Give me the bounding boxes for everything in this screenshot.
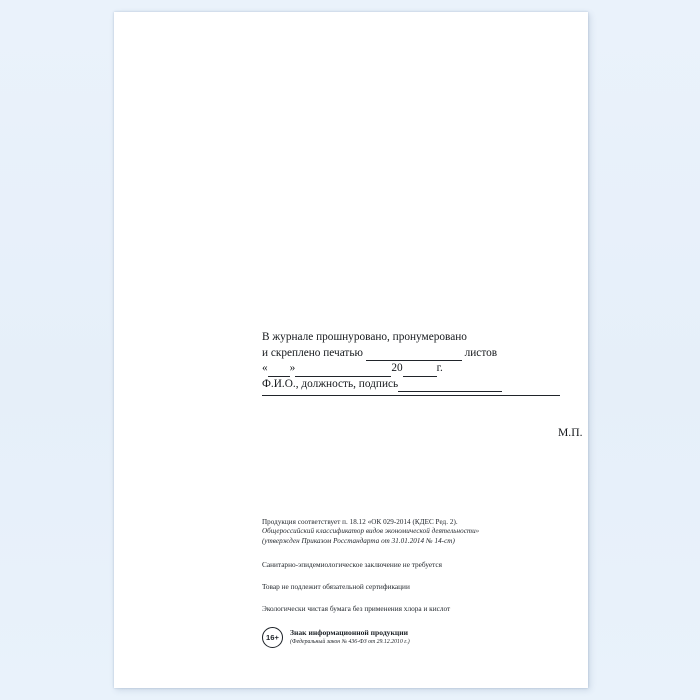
age-rating-title: Знак информационной продукции: [290, 627, 408, 637]
age-rating-text: [290, 628, 410, 648]
certification-note: Товар не подлежит обязательной сертификации: [262, 582, 410, 592]
date-quote-close: »: [289, 362, 296, 375]
cert-line-4: [262, 377, 562, 393]
year-blank: [403, 365, 437, 377]
year-prefix: 20: [391, 362, 403, 375]
certification-block: [262, 330, 583, 439]
page-content: [114, 12, 588, 688]
age-rating-badge: 16+: [262, 627, 283, 648]
eco-note: Экологически чистая бумага без применения хлора и кислот: [262, 604, 451, 614]
compliance-line-2: Общероссийский классификатор видов экономической деятельности»: [262, 527, 480, 536]
signature-full-rule: [262, 393, 560, 396]
compliance-paragraph: [262, 518, 564, 546]
cert-line-2-prefix: и скреплено печатью: [262, 346, 363, 359]
legal-block: [262, 518, 564, 648]
cert-line-1: В журнале прошнуровано, пронумеровано: [262, 331, 467, 343]
age-rating-row: [262, 627, 564, 648]
year-suffix: г.: [436, 362, 443, 375]
cert-line-3: [262, 361, 562, 377]
month-blank: [295, 365, 391, 377]
date-quote-open: «: [262, 362, 268, 375]
document-page: [114, 12, 588, 688]
compliance-line-1: Продукция соответствует п. 18.12 «ОК 029-2014 (КДЕС Ред. 2).: [262, 518, 458, 526]
sheets-count-blank: [366, 349, 462, 361]
sanitary-note: Санитарно-эпидемиологическое заключение не требуется: [262, 560, 443, 570]
age-rating-subtitle: (Федеральный закон № 436-ФЗ от 29.12.2010 г.): [290, 639, 410, 646]
day-blank: [268, 365, 290, 377]
compliance-line-3: (утвержден Приказом Росстандарта от 31.01.2014 № 14-ст): [262, 536, 455, 545]
stamp-place-label: М.П.: [558, 426, 583, 439]
cert-line-2-suffix: листов: [464, 346, 498, 359]
signature-blank: [398, 380, 502, 392]
cert-line-2: [262, 346, 562, 362]
signature-label: Ф.И.О., должность, подпись: [262, 377, 399, 390]
